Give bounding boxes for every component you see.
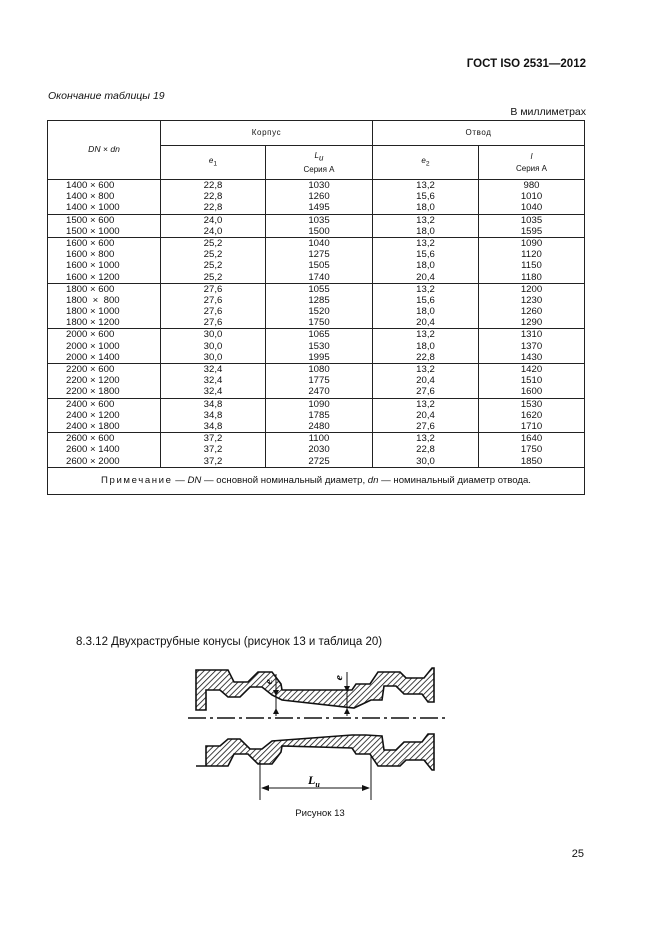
cell-value: 2200 × 1200 <box>66 375 120 387</box>
cell-l <box>479 329 585 364</box>
cell-value: 25,2 <box>203 271 223 283</box>
cell-value: 15,6 <box>416 249 435 261</box>
cell-e1 <box>161 180 266 215</box>
header-e2: $e_2$ <box>373 146 479 180</box>
label-e-right: e <box>332 674 346 682</box>
cell-lu <box>266 237 373 283</box>
cell-value: 2200 × 1800 <box>66 386 120 398</box>
header-body-group: Корпус <box>161 121 373 146</box>
cell-value: 22,8 <box>416 444 435 456</box>
cell-value: 1120 <box>521 249 542 261</box>
cell-value: 1010 <box>520 191 543 203</box>
dimensions-table <box>47 120 585 495</box>
cell-e2 <box>373 398 479 433</box>
cell-l <box>479 180 585 215</box>
cell-value: 1420 <box>520 364 543 375</box>
cell-e1 <box>161 329 266 364</box>
label-e-left: e <box>262 678 276 686</box>
cell-l <box>479 398 585 433</box>
cell-value: 1180 <box>521 271 542 283</box>
cell-e1 <box>161 433 266 468</box>
cell-value: 1150 <box>521 260 542 272</box>
cell-lu <box>266 180 373 215</box>
cell-value: 18,0 <box>416 225 435 237</box>
cell-l <box>479 237 585 283</box>
cell-value: 2470 <box>308 386 330 398</box>
section-title: 8.3.12 Двухраструбные конусы (рисунок 13 и таблица 20) <box>76 636 383 648</box>
cell-value: 20,4 <box>416 409 435 421</box>
cell-value: 1710 <box>520 420 543 432</box>
cell-value: 1600 × 600 <box>66 237 115 249</box>
cell-size <box>48 329 161 364</box>
table-row-group <box>48 364 585 399</box>
header-e1: $e_1$ <box>161 146 266 180</box>
cell-size <box>48 237 161 283</box>
cell-value: 25,2 <box>203 249 223 261</box>
table-row-group <box>48 283 585 329</box>
table-row-group <box>48 237 585 283</box>
cell-value: 1530 <box>520 398 543 410</box>
cell-value: 1600 × 1200 <box>66 271 120 283</box>
cell-lu <box>266 364 373 399</box>
cell-value: 34,8 <box>203 420 223 432</box>
cell-value: 1040 <box>308 237 330 249</box>
cell-value: 2200 × 600 <box>66 364 115 375</box>
cell-value: 37,2 <box>203 433 223 445</box>
table-row-group <box>48 214 585 237</box>
cell-value: 30,0 <box>203 340 223 352</box>
cell-lu <box>266 433 373 468</box>
cell-value: 34,8 <box>203 398 223 410</box>
figure-caption: Рисунок 13 <box>295 808 345 819</box>
cell-value: 2600 × 600 <box>66 433 115 445</box>
cell-value: 1600 × 800 <box>66 249 115 261</box>
table-body <box>48 180 585 468</box>
cell-value: 32,4 <box>203 375 223 387</box>
cell-value: 1090 <box>308 398 330 410</box>
cell-size <box>48 433 161 468</box>
cell-value: 1065 <box>308 329 330 341</box>
cell-value: 1750 <box>520 444 543 456</box>
cell-value: 1520 <box>308 306 330 318</box>
cell-value: 1800 × 600 <box>66 283 115 295</box>
cell-value: 22,8 <box>203 180 223 191</box>
cell-value: 1750 <box>308 317 330 329</box>
cell-lu <box>266 214 373 237</box>
cell-value: 13,2 <box>416 398 435 410</box>
cell-value: 1275 <box>308 249 330 261</box>
cell-value: 1640 <box>520 433 543 445</box>
cell-l <box>479 214 585 237</box>
cell-value: 1800 × 1200 <box>66 317 120 329</box>
cell-value: 2400 × 1800 <box>66 420 120 432</box>
label-lu: $L_u$ <box>308 773 320 789</box>
table-row-group <box>48 329 585 364</box>
cell-value: 27,6 <box>203 306 223 318</box>
cell-value: 1100 <box>308 433 330 445</box>
cell-size <box>48 214 161 237</box>
cell-value: 1500 × 600 <box>66 214 115 226</box>
cell-value: 1495 <box>308 202 330 214</box>
cell-value: 34,8 <box>203 409 223 421</box>
bottom-wall-section <box>196 734 434 770</box>
header-l: l Серия А <box>479 146 585 180</box>
dimension-arrow-right <box>362 785 370 791</box>
cell-value: 1260 <box>308 191 330 203</box>
cell-value: 1055 <box>308 283 330 295</box>
cell-value: 1600 <box>520 386 543 398</box>
thickness-arrowhead-right-lower <box>344 708 350 714</box>
cell-size <box>48 398 161 433</box>
cell-value: 18,0 <box>416 260 435 272</box>
page-number: 25 <box>571 848 584 860</box>
cell-value: 13,2 <box>416 364 435 375</box>
cell-size <box>48 180 161 215</box>
cell-value: 20,4 <box>416 317 435 329</box>
cell-value: 15,6 <box>416 191 435 203</box>
cell-value: 27,6 <box>416 420 435 432</box>
cell-e1 <box>161 237 266 283</box>
cell-lu <box>266 398 373 433</box>
table-note: Примечание — DN — основной номинальный диаметр, dn — номинальный диаметр отвода. <box>48 467 585 494</box>
cell-lu <box>266 283 373 329</box>
cell-value: 1030 <box>308 180 330 191</box>
cell-value: 37,2 <box>203 455 223 467</box>
cell-value: 1400 × 800 <box>66 191 115 203</box>
cell-value: 30,0 <box>203 351 223 363</box>
cell-value: 1035 <box>520 214 543 226</box>
cell-value: 1530 <box>308 340 330 352</box>
cell-value: 2725 <box>308 455 330 467</box>
cell-value: 1400 × 1000 <box>66 202 120 214</box>
cell-value: 32,4 <box>203 364 223 375</box>
cell-value: 1080 <box>308 364 330 375</box>
cell-e2 <box>373 237 479 283</box>
cell-value: 2030 <box>308 444 330 456</box>
header-branch-group: Отвод <box>373 121 585 146</box>
cell-value: 32,4 <box>203 386 223 398</box>
cell-value: 27,6 <box>203 294 223 306</box>
cell-value: 13,2 <box>416 433 435 445</box>
cell-value: 1370 <box>520 340 543 352</box>
table-row-group <box>48 180 585 215</box>
cell-value: 13,2 <box>416 214 435 226</box>
cell-value: 1620 <box>520 409 543 421</box>
cell-l <box>479 283 585 329</box>
cell-value: 22,8 <box>416 351 435 363</box>
cell-value: 2000 × 600 <box>66 329 115 341</box>
cell-size <box>48 283 161 329</box>
cell-lu <box>266 329 373 364</box>
cell-value: 30,0 <box>416 455 435 467</box>
cell-l <box>479 433 585 468</box>
cell-value: 2400 × 600 <box>66 398 115 410</box>
header-lu: $L_u$ Серия А <box>266 146 373 180</box>
cell-e2 <box>373 180 479 215</box>
cell-value: 13,2 <box>416 180 435 191</box>
cell-value: 2400 × 1200 <box>66 409 120 421</box>
standard-designation: ГОСТ ISO 2531—2012 <box>466 58 586 70</box>
cell-e2 <box>373 364 479 399</box>
cell-value: 18,0 <box>416 306 435 318</box>
cell-value: 1260 <box>520 306 543 318</box>
cell-value: 24,0 <box>203 225 223 237</box>
cell-value: 1500 <box>308 225 330 237</box>
cell-e1 <box>161 364 266 399</box>
cell-value: 13,2 <box>416 283 435 295</box>
cell-l <box>479 364 585 399</box>
double-socket-taper-drawing <box>186 660 448 808</box>
cell-value: 22,8 <box>203 202 223 214</box>
cell-value: 1310 <box>520 329 543 341</box>
cell-e1 <box>161 398 266 433</box>
cell-value: 1500 × 1000 <box>66 225 120 237</box>
top-wall-section <box>196 668 434 710</box>
cell-value: 1505 <box>308 260 330 272</box>
cell-value: 2480 <box>308 420 330 432</box>
units-note: В миллиметрах <box>510 106 586 118</box>
table-row-group <box>48 433 585 468</box>
cell-value: 1800 × 800 <box>66 294 120 306</box>
cell-value: 25,2 <box>203 237 223 249</box>
cell-value: 2600 × 2000 <box>66 455 120 467</box>
cell-value: 1230 <box>520 294 543 306</box>
cell-value: 1090 <box>520 237 543 249</box>
cell-value: 1430 <box>520 351 543 363</box>
cell-value: 27,6 <box>203 283 223 295</box>
cell-value: 1510 <box>520 375 543 387</box>
cell-value: 15,6 <box>416 294 435 306</box>
cell-value: 27,6 <box>203 317 223 329</box>
cell-value: 13,2 <box>416 329 435 341</box>
cell-value: 1285 <box>308 294 330 306</box>
cell-value: 1995 <box>308 351 330 363</box>
cell-value: 1800 × 1000 <box>66 306 120 318</box>
cell-value: 13,2 <box>416 237 435 249</box>
cell-value: 1200 <box>520 283 543 295</box>
cell-value: 2000 × 1400 <box>66 351 120 363</box>
cell-value: 20,4 <box>416 271 435 283</box>
cell-value: 25,2 <box>203 260 223 272</box>
cell-e2 <box>373 329 479 364</box>
dimension-arrow-left <box>261 785 269 791</box>
figure-13-drawing <box>186 660 448 808</box>
cell-value: 1400 × 600 <box>66 180 115 191</box>
cell-value: 27,6 <box>416 386 435 398</box>
cell-value: 22,8 <box>203 191 223 203</box>
table-row-group <box>48 398 585 433</box>
cell-value: 1850 <box>520 455 543 467</box>
cell-value: 1775 <box>308 375 330 387</box>
cell-e1 <box>161 283 266 329</box>
cell-value: 2600 × 1400 <box>66 444 120 456</box>
cell-value: 1595 <box>520 225 543 237</box>
cell-value: 37,2 <box>203 444 223 456</box>
cell-e2 <box>373 283 479 329</box>
cell-value: 980 <box>523 180 540 191</box>
thickness-arrowhead-left-lower <box>273 708 279 714</box>
cell-value: 1740 <box>308 271 330 283</box>
cell-value: 18,0 <box>416 202 435 214</box>
cell-value: 1785 <box>308 409 330 421</box>
cell-value: 1040 <box>520 202 543 214</box>
cell-e2 <box>373 214 479 237</box>
cell-value: 1035 <box>308 214 330 226</box>
note-lead: Примечание <box>101 475 173 487</box>
cell-value: 18,0 <box>416 340 435 352</box>
cell-value: 2000 × 1000 <box>66 340 120 352</box>
cell-e2 <box>373 433 479 468</box>
cell-value: 1290 <box>520 317 543 329</box>
cell-value: 30,0 <box>203 329 223 341</box>
cell-e1 <box>161 214 266 237</box>
header-dn: DN × dn <box>48 121 161 180</box>
cell-size <box>48 364 161 399</box>
table-caption: Окончание таблицы 19 <box>48 90 165 102</box>
cell-value: 20,4 <box>416 375 435 387</box>
cell-value: 1600 × 1000 <box>66 260 120 272</box>
cell-value: 24,0 <box>203 214 223 226</box>
